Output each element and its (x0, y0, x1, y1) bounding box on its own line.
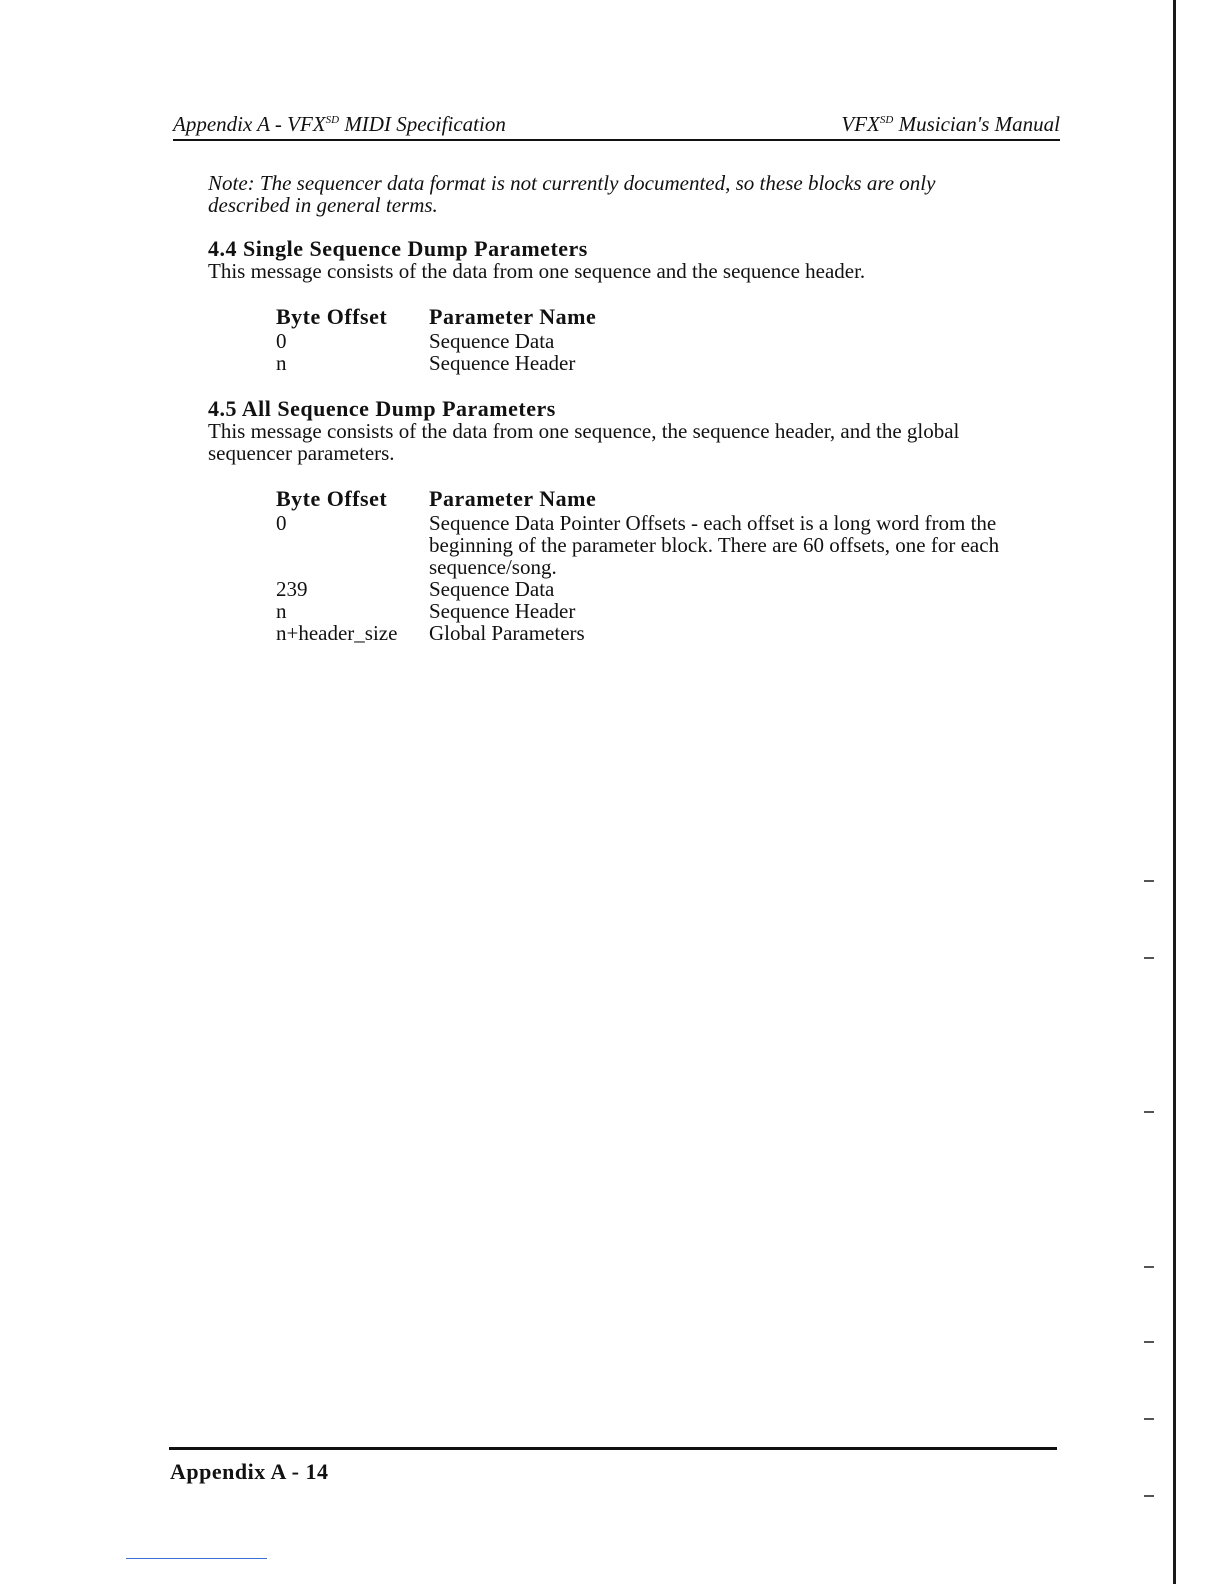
header-right-post: Musician's Manual (893, 112, 1060, 136)
parameter-name-cell: Sequence Header (429, 599, 576, 623)
byte-offset-cell: n (276, 351, 287, 375)
parameter-name-cell: Sequence Header (429, 351, 576, 375)
header-left-pre: Appendix A - VFX (173, 112, 326, 136)
table-row (276, 352, 1018, 374)
scan-tick-mark (1144, 880, 1154, 882)
footer-rule (169, 1447, 1057, 1450)
byte-offset-cell: n (276, 599, 287, 623)
section-4-4 (208, 238, 1018, 374)
bottom-underline-mark (126, 1558, 267, 1559)
scan-tick-mark (1144, 1341, 1154, 1343)
header-right-superscript: SD (879, 114, 894, 126)
header-left-title (173, 112, 506, 137)
header-right-pre: VFX (841, 112, 880, 136)
scan-tick-mark (1144, 957, 1154, 959)
column-header-name: Parameter Name (429, 304, 597, 329)
column-header-offset: Byte Offset (276, 486, 388, 511)
parameter-name-cell: Sequence Data (429, 329, 555, 353)
header-left-superscript: SD (325, 114, 340, 126)
parameter-name-cell: Global Parameters (429, 621, 585, 645)
section-title: 4.5 All Sequence Dump Parameters (208, 396, 556, 421)
table-header-row (276, 306, 1018, 328)
table-row (276, 578, 1018, 600)
scan-tick-mark (1144, 1111, 1154, 1113)
section-description: This message consists of the data from one sequence, the sequence header, and the global sequencer parameters. (208, 419, 960, 465)
header-right-title (841, 112, 1060, 137)
header-rule (173, 139, 1060, 141)
byte-offset-cell: n+header_size (276, 621, 398, 645)
section-description: This message consists of the data from one sequence and the sequence header. (208, 259, 866, 283)
header-left-post: MIDI Specification (339, 112, 506, 136)
table-row (276, 512, 1018, 578)
table-row (276, 622, 1018, 644)
column-header-offset: Byte Offset (276, 304, 388, 329)
section-4-5 (208, 398, 1018, 644)
page-content (208, 172, 1018, 668)
parameter-name-cell: Sequence Data (429, 577, 555, 601)
column-header-name: Parameter Name (429, 486, 597, 511)
parameter-table (276, 306, 1018, 374)
scan-edge-line (1173, 0, 1176, 1584)
table-row (276, 330, 1018, 352)
parameter-name-cell: Sequence Data Pointer Offsets - each offset is a long word from the beginning of the parameter block. There are 60 offsets, one for each sequence/song. (429, 511, 1000, 579)
table-row (276, 600, 1018, 622)
section-title: 4.4 Single Sequence Dump Parameters (208, 236, 588, 261)
parameter-table (276, 488, 1018, 644)
byte-offset-cell: 239 (276, 577, 308, 601)
table-header-row (276, 488, 1018, 510)
scan-tick-mark (1144, 1266, 1154, 1268)
byte-offset-cell: 0 (276, 511, 287, 535)
scan-tick-mark (1144, 1418, 1154, 1420)
page-footer-label: Appendix A - 14 (170, 1459, 329, 1484)
scan-tick-mark (1144, 1495, 1154, 1497)
note-paragraph: Note: The sequencer data format is not currently documented, so these blocks are only described in general terms. (208, 171, 936, 217)
byte-offset-cell: 0 (276, 329, 287, 353)
